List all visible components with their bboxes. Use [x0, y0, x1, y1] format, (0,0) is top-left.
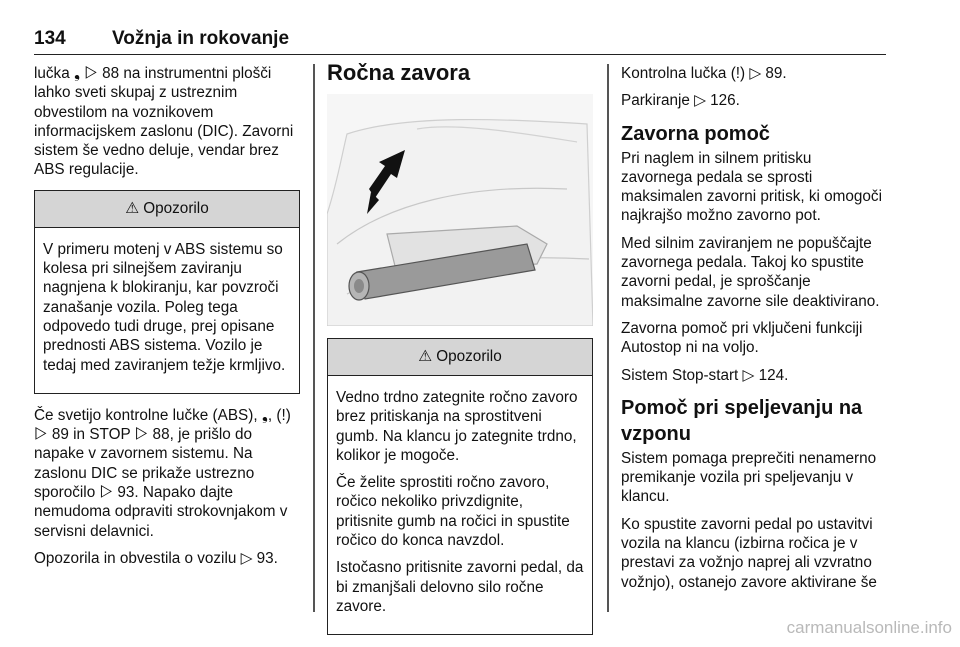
warning-text: Vedno trdno zategnite ročno zavoro brez pritiskanja na sprostitveni gumb. Na klancu jo zategnite trdno, kolikor je mogoče. — [336, 389, 578, 464]
paragraph: Sistem pomaga preprečiti nenamerno premikanje vozila pri speljevanju v klancu. — [621, 449, 877, 506]
chapter-title: Vožnja in rokovanje — [112, 28, 290, 49]
column-2 — [327, 60, 593, 647]
warning-header — [35, 191, 299, 228]
section-heading: Zavorna pomoč — [621, 122, 770, 145]
parking-brake-illustration — [327, 94, 593, 326]
paragraph: Če svetijo kontrolne lučke (ABS), ❟, (!) ▷ 89 in STOP ▷ 88, je prišlo do napake v zavornem sistemu. Na zaslonu DIC se prikaže ustrezno sporočilo ▷ 93. Napako dajte nemudoma odpraviti strokovnjakom v servisni delavnici. — [34, 406, 291, 540]
section-heading: Pomoč pri speljevanju na vzponu — [621, 396, 863, 445]
warning-box — [34, 190, 300, 394]
warning-title: Opozorilo — [143, 199, 209, 217]
warning-text: V primeru motenj v ABS sistemu so kolesa pri silnejšem zaviranju nagnjena k blokiranju, kar povzroči zanašanje vozila. Poleg tega odpovedo tudi druge, prej opisane prednosti ABS sistema. Vozilo je tedaj med zaviranjem težje krmljivo. — [43, 240, 286, 374]
column-divider — [313, 64, 315, 612]
column-divider — [607, 64, 609, 612]
paragraph: Parkiranje ▷ 126. — [621, 92, 740, 110]
warning-header — [328, 339, 592, 376]
page-header — [34, 28, 886, 55]
warning-triangle-icon: ⚠ — [418, 348, 432, 365]
warning-text: Če želite sprostiti ročno zavoro, ročico nekoliko privzdignite, pritisnite gumb na ročici in spustite ročico do konca navzdol. — [336, 474, 570, 550]
paragraph: Sistem Stop-start ▷ 124. — [621, 366, 789, 384]
watermark: carmanualsonline.info — [786, 618, 952, 637]
paragraph: Zavorna pomoč pri vključeni funkciji Autostop ni na voljo. — [621, 319, 863, 357]
paragraph: Ko spustite zavorni pedal po ustavitvi vozila na klancu (izbirna ročica je v prestavi za vožnjo naprej ali vzvratno vožnjo), ostanejo zavore aktivirane še — [621, 515, 877, 591]
paragraph: Kontrolna lučka (!) ▷ 89. — [621, 65, 787, 82]
paragraph: lučka ❟ ▷ 88 na instrumentni plošči lahko sveti skupaj z ustreznim obvestilom na voznikovem informacijskem zaslonu (DIC). Zavorni sistem še vedno deluje, vendar brez ABS regulacije. — [34, 65, 294, 179]
warning-text: Istočasno pritisnite zavorni pedal, da bi zmanjšali delovno silo ročne zavore. — [336, 559, 584, 615]
paragraph: Pri naglem in silnem pritisku zavornega pedala se sprosti maksimalen zavorni pritisk, ki omogoči najkrajšo možno zavorno pot. — [621, 149, 882, 225]
page-number: 134 — [34, 28, 66, 49]
warning-box — [327, 338, 593, 635]
paragraph: Med silnim zaviranjem ne popuščajte zavornega pedala. Takoj ko spustite zavorni pedal, je sproščanje maksimalne zavorne sile deaktivirano. — [621, 234, 880, 310]
paragraph: Opozorila in obvestila o vozilu ▷ 93. — [34, 549, 278, 567]
warning-title: Opozorilo — [436, 348, 502, 365]
column-3 — [621, 64, 887, 600]
warning-triangle-icon: ⚠ — [125, 199, 139, 217]
column-1 — [34, 64, 300, 576]
section-heading: Ročna zavora — [327, 60, 471, 85]
